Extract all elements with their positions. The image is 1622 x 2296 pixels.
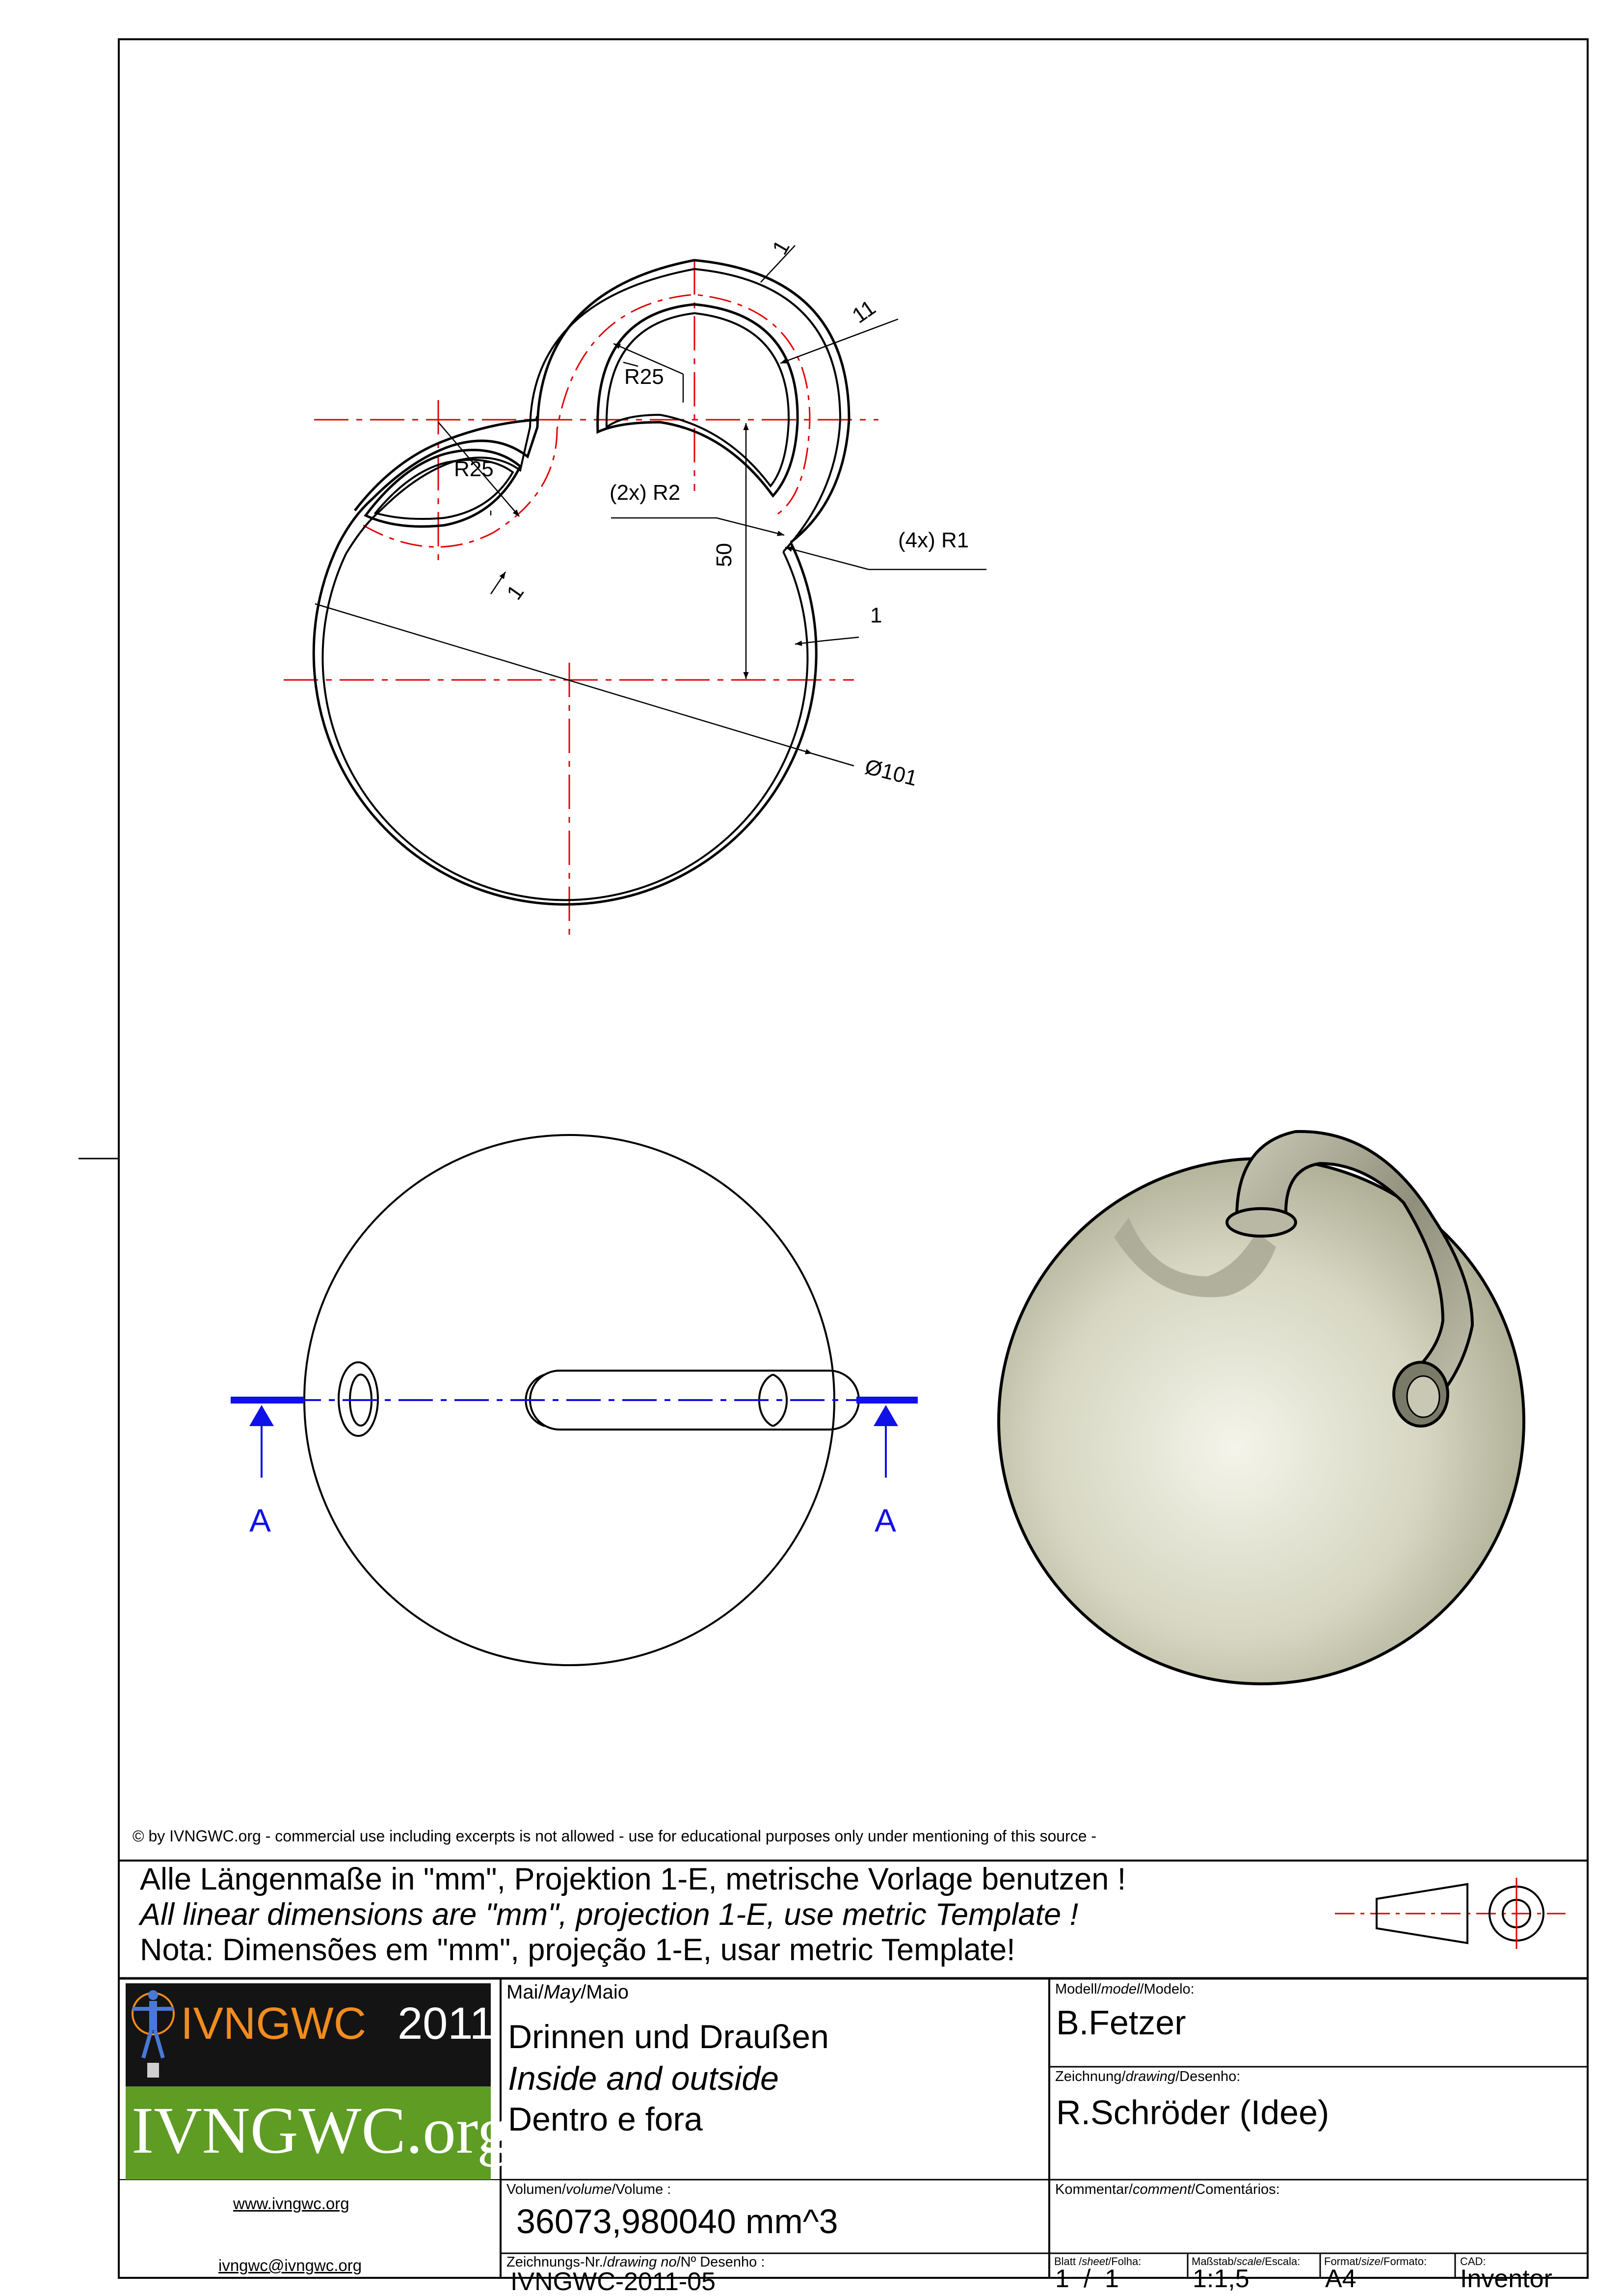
centerlines xyxy=(284,260,878,943)
note-english: All linear dimensions are "mm", projection 1-E, use metric Template ! xyxy=(140,1897,1079,1932)
model-value: B.Fetzer xyxy=(1056,2003,1186,2042)
dim-r1: (4x) R1 xyxy=(898,528,969,552)
note-portuguese: Nota: Dimensões em "mm", projeção 1-E, usar metric Template! xyxy=(140,1933,1015,1967)
month-label: Mai/May/Maio xyxy=(506,1981,629,2003)
section-label-right: A xyxy=(875,1502,897,1539)
volume-value: 36073,980040 mm^3 xyxy=(516,2202,838,2241)
section-view xyxy=(284,245,986,943)
volume-label: Volumen/volume/Volume : xyxy=(506,2182,671,2197)
drawing-number-label: Zeichnungs-Nr./drawing no/Nº Desenho : xyxy=(506,2254,765,2270)
drawing-number-value: IVNGWC-2011-05 xyxy=(510,2268,716,2296)
dimension-lines xyxy=(315,245,986,766)
scale-value: 1:1,5 xyxy=(1193,2265,1250,2293)
dim-r25-left: R25 xyxy=(454,457,494,481)
pipe-centerline xyxy=(363,295,810,547)
sheet-value: 1 / 1 xyxy=(1055,2265,1119,2293)
title-english: Inside and outside xyxy=(508,2060,779,2097)
pipe-wall-outer-2 xyxy=(346,269,840,554)
dim-r2: (2x) R2 xyxy=(610,481,681,505)
cad-label: CAD: xyxy=(1460,2255,1486,2268)
inner-lobe-left xyxy=(366,450,520,527)
dim-1-left: 1 xyxy=(502,580,529,604)
sheet-label: Blatt /sheet/Folha: xyxy=(1054,2255,1142,2268)
website-link[interactable]: www.ivngwc.org xyxy=(233,2194,349,2213)
copyright-notice: © by IVNGWC.org - commercial use including excerpts is not allowed - use for educational purposes only under mentioning of this source - xyxy=(133,1827,1097,1845)
iso-tube-end-top xyxy=(1227,1209,1296,1236)
dim-11: 11 xyxy=(848,295,880,328)
drawn-by-value: R.Schröder (Idee) xyxy=(1056,2093,1330,2132)
inner-hook xyxy=(598,304,798,496)
cad-value: Inventor xyxy=(1460,2265,1552,2293)
logo-org: IVNGWC.org xyxy=(132,2094,510,2167)
iso-render xyxy=(999,1132,1524,1684)
projection-symbol xyxy=(1335,1878,1566,1949)
dim-1-top: 1 xyxy=(768,236,795,259)
dimension-texts xyxy=(454,236,969,790)
dim-r25-top: R25 xyxy=(624,365,664,389)
section-label-left: A xyxy=(249,1502,271,1539)
drawn-by-label: Zeichnung/drawing/Desenho: xyxy=(1055,2069,1241,2084)
sphere-wall-inner xyxy=(322,552,807,900)
note-german: Alle Längenmaße in "mm", Projektion 1-E, metrische Vorlage benutzen ! xyxy=(140,1862,1126,1896)
format-label: Format/size/Formato: xyxy=(1324,2255,1427,2268)
comment-label: Kommentar/comment/Comentários: xyxy=(1055,2182,1280,2197)
logo-brand: IVNGWC xyxy=(181,1999,367,2049)
format-value: A4 xyxy=(1325,2265,1356,2293)
dim-1-right: 1 xyxy=(870,603,882,627)
title-german: Drinnen und Draußen xyxy=(508,2018,829,2055)
section-line-a-a xyxy=(231,1400,918,1539)
scale-label: Maßstab/scale/Escala: xyxy=(1192,2255,1301,2268)
model-label: Modell/model/Modelo: xyxy=(1055,1981,1195,1997)
logo-year: 2011 xyxy=(398,1999,495,2049)
vitruvian-figure-icon xyxy=(129,1984,178,2082)
title-portuguese: Dentro e fora xyxy=(508,2101,703,2138)
sphere-wall-outer xyxy=(314,542,816,904)
pipe-wall-outer xyxy=(339,260,849,544)
dim-diameter: Ø101 xyxy=(862,755,920,791)
email-link[interactable]: ivngwc@ivngwc.org xyxy=(218,2256,362,2274)
dim-50: 50 xyxy=(712,543,736,567)
inner-hook-2 xyxy=(607,313,789,486)
